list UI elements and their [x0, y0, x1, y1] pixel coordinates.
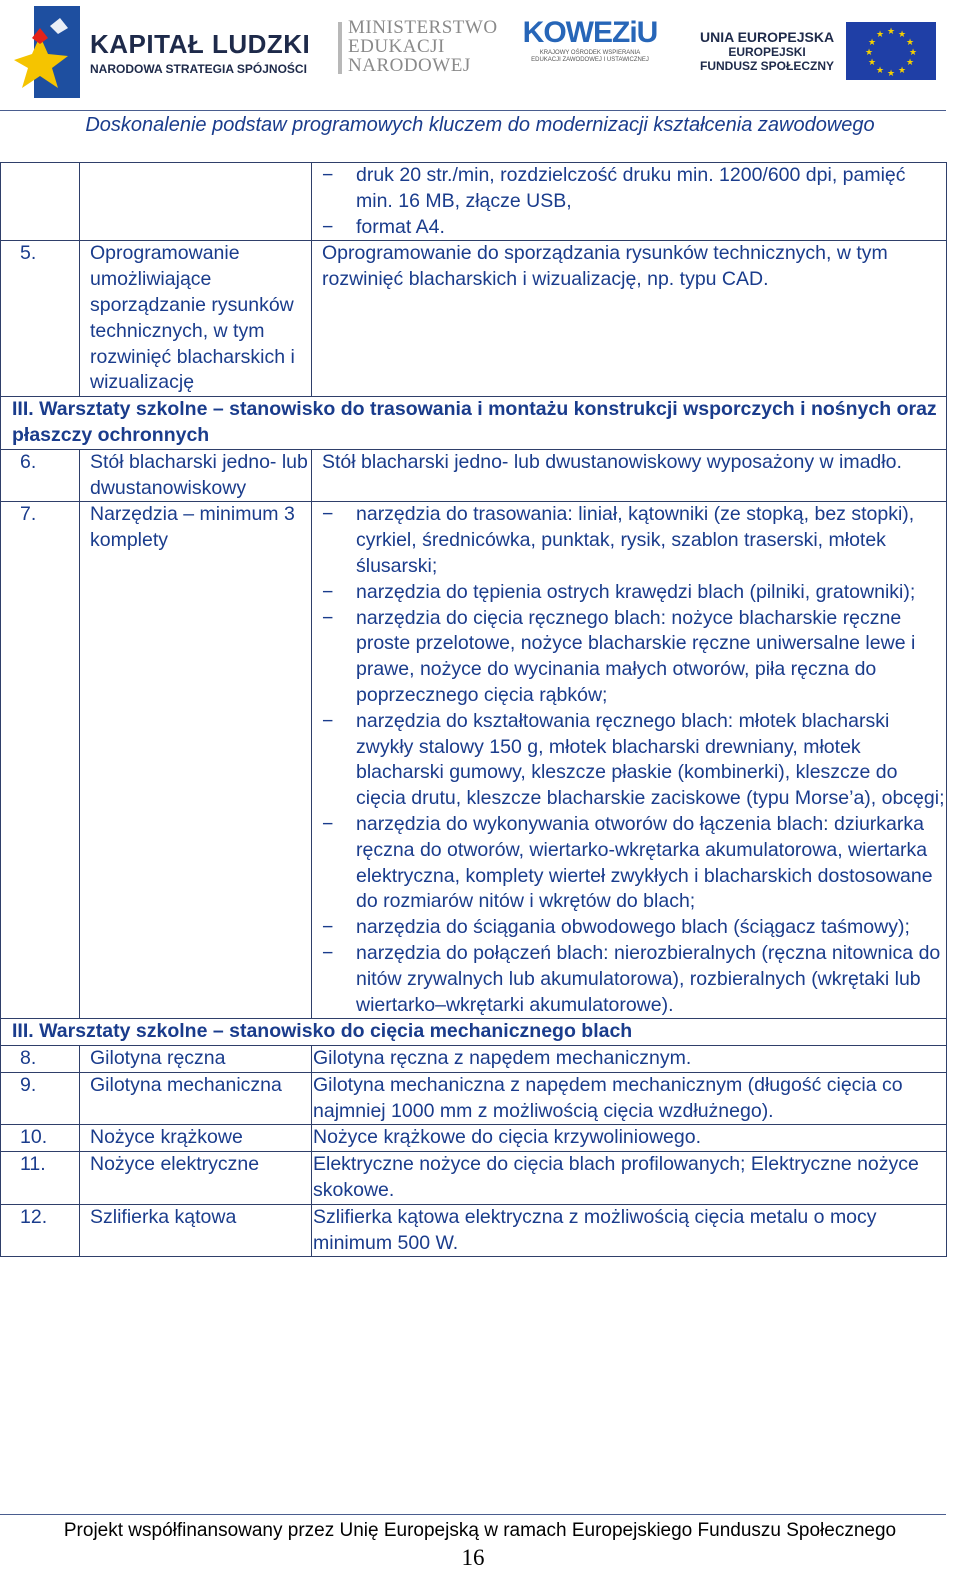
section-header-row	[1, 397, 947, 450]
cell-desc: Oprogramowanie do sporządzania rysunków technicznych, w tym rozwinięć blacharskich i wizualizację, np. typu CAD.	[312, 241, 947, 397]
svg-text:★: ★	[876, 30, 885, 40]
svg-text:★: ★	[876, 66, 885, 76]
cell-num: 8.	[1, 1046, 80, 1073]
cell-desc: Elektryczne nożyce do cięcia blach profilowanych; Elektryczne nożyce skokowe.	[312, 1152, 947, 1205]
koweziu-sub-1: KRAJOWY OŚRODEK WSPIERANIA	[539, 50, 641, 56]
svg-text:★: ★	[887, 27, 896, 37]
page-number: 16	[461, 1545, 485, 1570]
list-item: − narzędzia do kształtowania ręcznego blach: młotek blacharski zwykły stalowy 150 g, młotek blacharski drewniany, młotek blacharski gumowy, kleszcze płaskie (kombinerki), kleszcze do cięcia drutu, kleszcze blacharskie zaciskowe (typu Morse’a), obcęgi;	[322, 709, 946, 812]
eu-line-3: FUNDUSZ SPOŁECZNY	[700, 59, 835, 73]
cell-num: 10.	[1, 1125, 80, 1152]
svg-text:★: ★	[868, 58, 877, 68]
cell-num: 11.	[1, 1152, 80, 1205]
men-line-1: MINISTERSTWO	[348, 17, 498, 38]
table-row	[1, 1125, 947, 1152]
table-row	[1, 449, 947, 502]
cell-name: Oprogramowanie umożliwiające sporządzanie rysunków technicznych, w tym rozwinięć blacharskich i wizualizację	[80, 241, 312, 397]
cell-name: Szlifierka kątowa	[80, 1204, 312, 1257]
cell-num: 7.	[1, 502, 80, 1019]
men-logo	[348, 18, 508, 75]
table-row	[1, 241, 947, 397]
kapital-ludzki-text	[90, 29, 310, 76]
men-logo-text	[348, 18, 498, 75]
cell-desc	[312, 163, 947, 241]
eu-line-1: UNIA EUROPEJSKA	[700, 29, 835, 45]
svg-text:★: ★	[909, 48, 918, 58]
section-header-row	[1, 1019, 947, 1046]
table-row	[1, 1152, 947, 1205]
cell-desc: Stół blacharski jedno- lub dwustanowiskowy wyposażony w imadło.	[312, 449, 947, 502]
cell-desc: Nożyce krążkowe do cięcia krzywoliniowego.	[312, 1125, 947, 1152]
cell-desc: Gilotyna ręczna z napędem mechanicznym.	[312, 1046, 947, 1073]
men-line-3: NARODOWEJ	[348, 55, 471, 76]
svg-text:★: ★	[887, 69, 896, 79]
cell-name: Gilotyna ręczna	[80, 1046, 312, 1073]
kapital-ludzki-title: KAPITAŁ LUDZKI	[90, 28, 311, 59]
list-item: − narzędzia do wykonywania otworów do łączenia blach: dziurkarka ręczna do otworów, wiertarko-wkrętarka akumulatorowa, wiertarka elektryczna, komplety wierteł zwykłych i blacharskich dostosowane do rozmiarów nitów i wkrętów do blach;	[322, 812, 946, 915]
koweziu-logo	[520, 16, 660, 64]
svg-text:★: ★	[868, 38, 877, 48]
equipment-table	[0, 162, 947, 1257]
cell-name	[80, 163, 312, 241]
table-row	[1, 502, 947, 1019]
svg-text:★: ★	[865, 48, 874, 58]
list-item: − narzędzia do cięcia ręcznego blach: nożyce blacharskie ręczne proste przelotowe, nożyce blacharskie ręczne uniwersalne lewe i prawe, nożyce do wycinania małych otworów, piła ręczna do poprzecznego cięcia rąbków;	[322, 606, 946, 709]
list-item: − narzędzia do ściągania obwodowego blach (ściągacz taśmowy);	[322, 915, 946, 941]
svg-text:★: ★	[898, 66, 907, 76]
koweziu-sub-2: EDUKACJI ZAWODOWEJ I USTAWICZNEJ	[531, 57, 649, 63]
list-item: − narzędzia do połączeń blach: nierozbieralnych (ręczna nitownica do nitów zrywalnych lub akumulatorowa), rozbieralnych (wkrętaki lub wiertarko–wkrętarki akumulatorowe).	[322, 941, 946, 1018]
bullet-list	[322, 163, 946, 240]
cell-num: 12.	[1, 1204, 80, 1257]
koweziu-title: KOWEZiU	[522, 16, 658, 49]
svg-text:★: ★	[898, 30, 907, 40]
section-title: III. Warsztaty szkolne – stanowisko do trasowania i montażu konstrukcji wsporczych i nośnych oraz płaszczy ochronnych	[1, 397, 947, 450]
cell-name: Nożyce elektryczne	[80, 1152, 312, 1205]
eu-logo-text	[700, 29, 834, 73]
list-item: − narzędzia do tępienia ostrych krawędzi blach (pilniki, gratowniki);	[322, 580, 946, 606]
eu-line-2: EUROPEJSKI	[728, 45, 806, 59]
section-title: III. Warsztaty szkolne – stanowisko do cięcia mechanicznego blach	[1, 1019, 947, 1046]
eu-flag-icon	[846, 22, 936, 80]
list-item: − druk 20 str./min, rozdzielczość druku min. 1200/600 dpi, pamięć min. 16 MB, złącze USB,	[322, 163, 946, 215]
cell-name: Narzędzia – minimum 3 komplety	[80, 502, 312, 1019]
table-row	[1, 1072, 947, 1125]
cell-num: 5.	[1, 241, 80, 397]
kapital-ludzki-logo	[10, 4, 310, 100]
cell-num: 6.	[1, 449, 80, 502]
cell-num	[1, 163, 80, 241]
cell-name: Gilotyna mechaniczna	[80, 1072, 312, 1125]
table-row	[1, 1204, 947, 1257]
eu-logo	[700, 22, 936, 80]
header-divider	[0, 110, 946, 111]
men-line-2: EDUKACJI	[348, 36, 445, 57]
cell-name: Stół blacharski jedno- lub dwustanowiskowy	[80, 449, 312, 502]
svg-text:★: ★	[906, 38, 915, 48]
cell-desc: Szlifierka kątowa elektryczna z możliwością cięcia metalu o mocy minimum 500 W.	[312, 1204, 947, 1257]
cell-num: 9.	[1, 1072, 80, 1125]
svg-text:★: ★	[906, 58, 915, 68]
table-row	[1, 1046, 947, 1073]
kapital-ludzki-subtitle: NARODOWA STRATEGIA SPÓJNOŚCI	[90, 61, 307, 76]
cell-desc	[312, 502, 947, 1019]
kapital-ludzki-star-icon	[10, 4, 82, 100]
men-logo-bar	[338, 22, 342, 74]
table-row-continuation	[1, 163, 947, 241]
cell-desc: Gilotyna mechaniczna z napędem mechanicznym (długość cięcia co najmniej 1000 mm z możliwością cięcia wzdłużnego).	[312, 1072, 947, 1125]
list-item: − format A4.	[322, 215, 946, 241]
footer-divider	[0, 1514, 946, 1515]
bullet-list	[322, 502, 946, 1018]
header-subtitle: Doskonalenie podstaw programowych kluczem do modernizacji kształcenia zawodowego	[85, 114, 875, 136]
cell-name: Nożyce krążkowe	[80, 1125, 312, 1152]
list-item: − narzędzia do trasowania: liniał, kątowniki (ze stopką, bez stopki), cyrkiel, średnicówka, punktak, rysik, szablon traserski, młotek ślusarski;	[322, 502, 946, 579]
footer-text: Projekt współfinansowany przez Unię Europejską w ramach Europejskiego Funduszu Społecznego	[63, 1520, 897, 1541]
page-header	[0, 0, 960, 136]
